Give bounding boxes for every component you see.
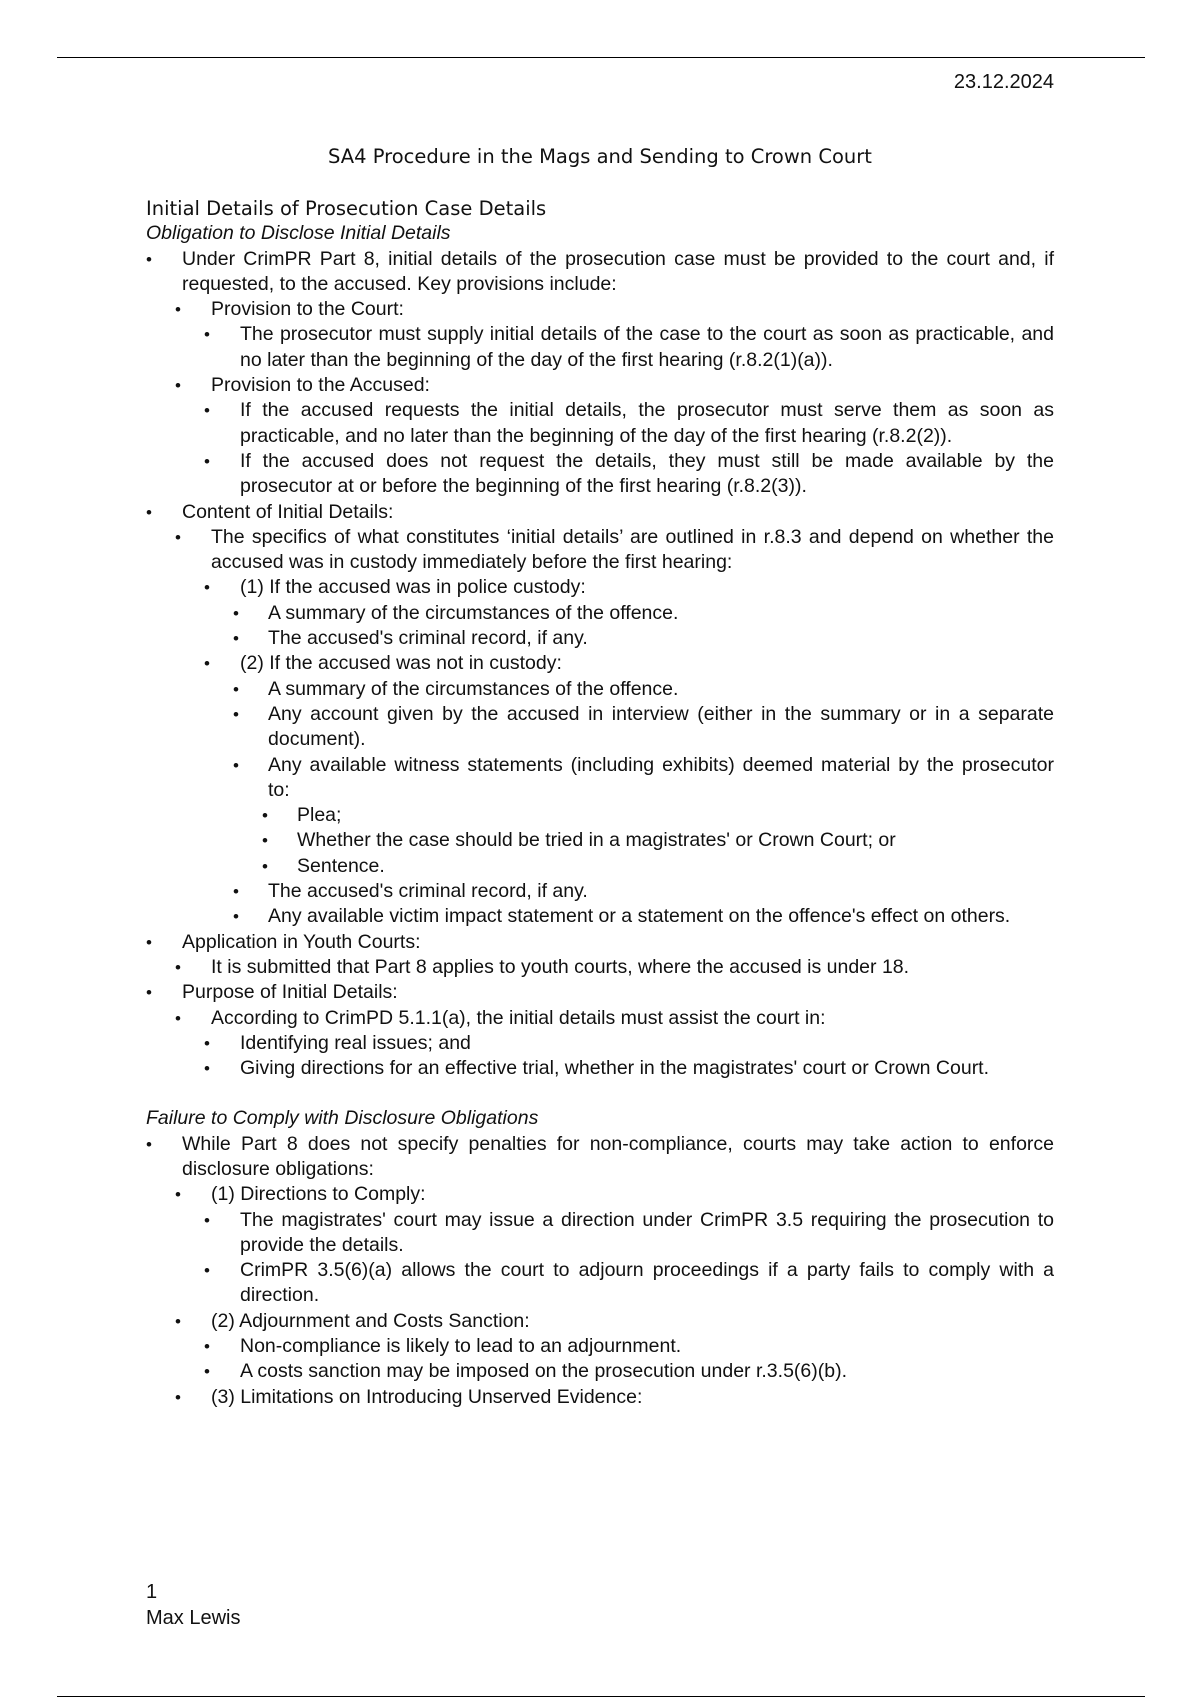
- list-item: • Non-compliance is likely to lead to an adjournment.: [146, 1334, 1054, 1359]
- list-item: • It is submitted that Part 8 applies to youth courts, where the accused is under 18.: [146, 955, 1054, 980]
- list-item: • Provision to the Court:: [146, 297, 1054, 322]
- list-item: • If the accused requests the initial details, the prosecutor must serve them as soon as practicable, and no later than the beginning of the day of the first hearing (r.8.2(2)).: [146, 398, 1054, 449]
- list-item: • A summary of the circumstances of the offence.: [146, 601, 1054, 626]
- list-item: • According to CrimPD 5.1.1(a), the initial details must assist the court in:: [146, 1006, 1054, 1031]
- list-item: • A costs sanction may be imposed on the prosecution under r.3.5(6)(b).: [146, 1359, 1054, 1384]
- footer-rule: [57, 1696, 1145, 1697]
- list-item: • The magistrates' court may issue a direction under CrimPR 3.5 requiring the prosecution to provide the details.: [146, 1208, 1054, 1259]
- list-item: • Plea;: [146, 803, 1054, 828]
- list-item: • The specifics of what constitutes ‘initial details’ are outlined in r.8.3 and depend on whether the accused was in custody immediately before the first hearing:: [146, 525, 1054, 576]
- list-item: • (3) Limitations on Introducing Unserved Evidence:: [146, 1385, 1054, 1410]
- list-item: • Identifying real issues; and: [146, 1031, 1054, 1056]
- list-item: • Purpose of Initial Details:: [146, 980, 1054, 1005]
- list-item: • Whether the case should be tried in a magistrates' or Crown Court; or: [146, 828, 1054, 853]
- header-rule: [57, 57, 1145, 58]
- list-item: • (1) Directions to Comply:: [146, 1182, 1054, 1207]
- header-date: 23.12.2024: [953, 71, 1054, 93]
- list-item: • Any available victim impact statement or a statement on the offence's effect on others.: [146, 904, 1054, 929]
- list-item: • Application in Youth Courts:: [146, 930, 1054, 955]
- list-item: • Sentence.: [146, 854, 1054, 879]
- list-item: • (2) Adjournment and Costs Sanction:: [146, 1309, 1054, 1334]
- list-item: • CrimPR 3.5(6)(a) allows the court to adjourn proceedings if a party fails to comply with a direction.: [146, 1258, 1054, 1309]
- list-item: • Any available witness statements (including exhibits) deemed material by the prosecutor to:: [146, 753, 1054, 804]
- list-item: • The prosecutor must supply initial details of the case to the court as soon as practicable, and no later than the beginning of the day of the first hearing (r.8.2(1)(a)).: [146, 322, 1054, 373]
- section-subheading: Failure to Comply with Disclosure Obligations: [146, 1107, 539, 1130]
- list-item: • (1) If the accused was in police custody:: [146, 575, 1054, 600]
- list-item: • Under CrimPR Part 8, initial details of the prosecution case must be provided to the court and, if requested, to the accused. Key provisions include:: [146, 247, 1054, 298]
- list-item: • If the accused does not request the details, they must still be made available by the prosecutor at or before the beginning of the first hearing (r.8.2(3)).: [146, 449, 1054, 500]
- page-footer: [146, 1579, 240, 1631]
- list-item: • The accused's criminal record, if any.: [146, 626, 1054, 651]
- author-name: Max Lewis: [146, 1607, 241, 1629]
- list-item: • Content of Initial Details:: [146, 500, 1054, 525]
- section-heading: Initial Details of Prosecution Case Details: [146, 197, 547, 220]
- spacer: [146, 1081, 1054, 1106]
- list-item: • Giving directions for an effective trial, whether in the magistrates' court or Crown Court.: [146, 1056, 1054, 1081]
- list-item: • Any account given by the accused in interview (either in the summary or in a separate document).: [146, 702, 1054, 753]
- document-body: [146, 196, 1054, 1410]
- list-item: • While Part 8 does not specify penalties for non-compliance, courts may take action to enforce disclosure obligations:: [146, 1132, 1054, 1183]
- list-item: • The accused's criminal record, if any.: [146, 879, 1054, 904]
- section-subheading: Obligation to Disclose Initial Details: [146, 222, 451, 245]
- document-title: SA4 Procedure in the Mags and Sending to Crown Court: [328, 145, 872, 168]
- list-item: • Provision to the Accused:: [146, 373, 1054, 398]
- page-number: 1: [146, 1581, 158, 1603]
- list-item: • A summary of the circumstances of the offence.: [146, 677, 1054, 702]
- list-item: • (2) If the accused was not in custody:: [146, 651, 1054, 676]
